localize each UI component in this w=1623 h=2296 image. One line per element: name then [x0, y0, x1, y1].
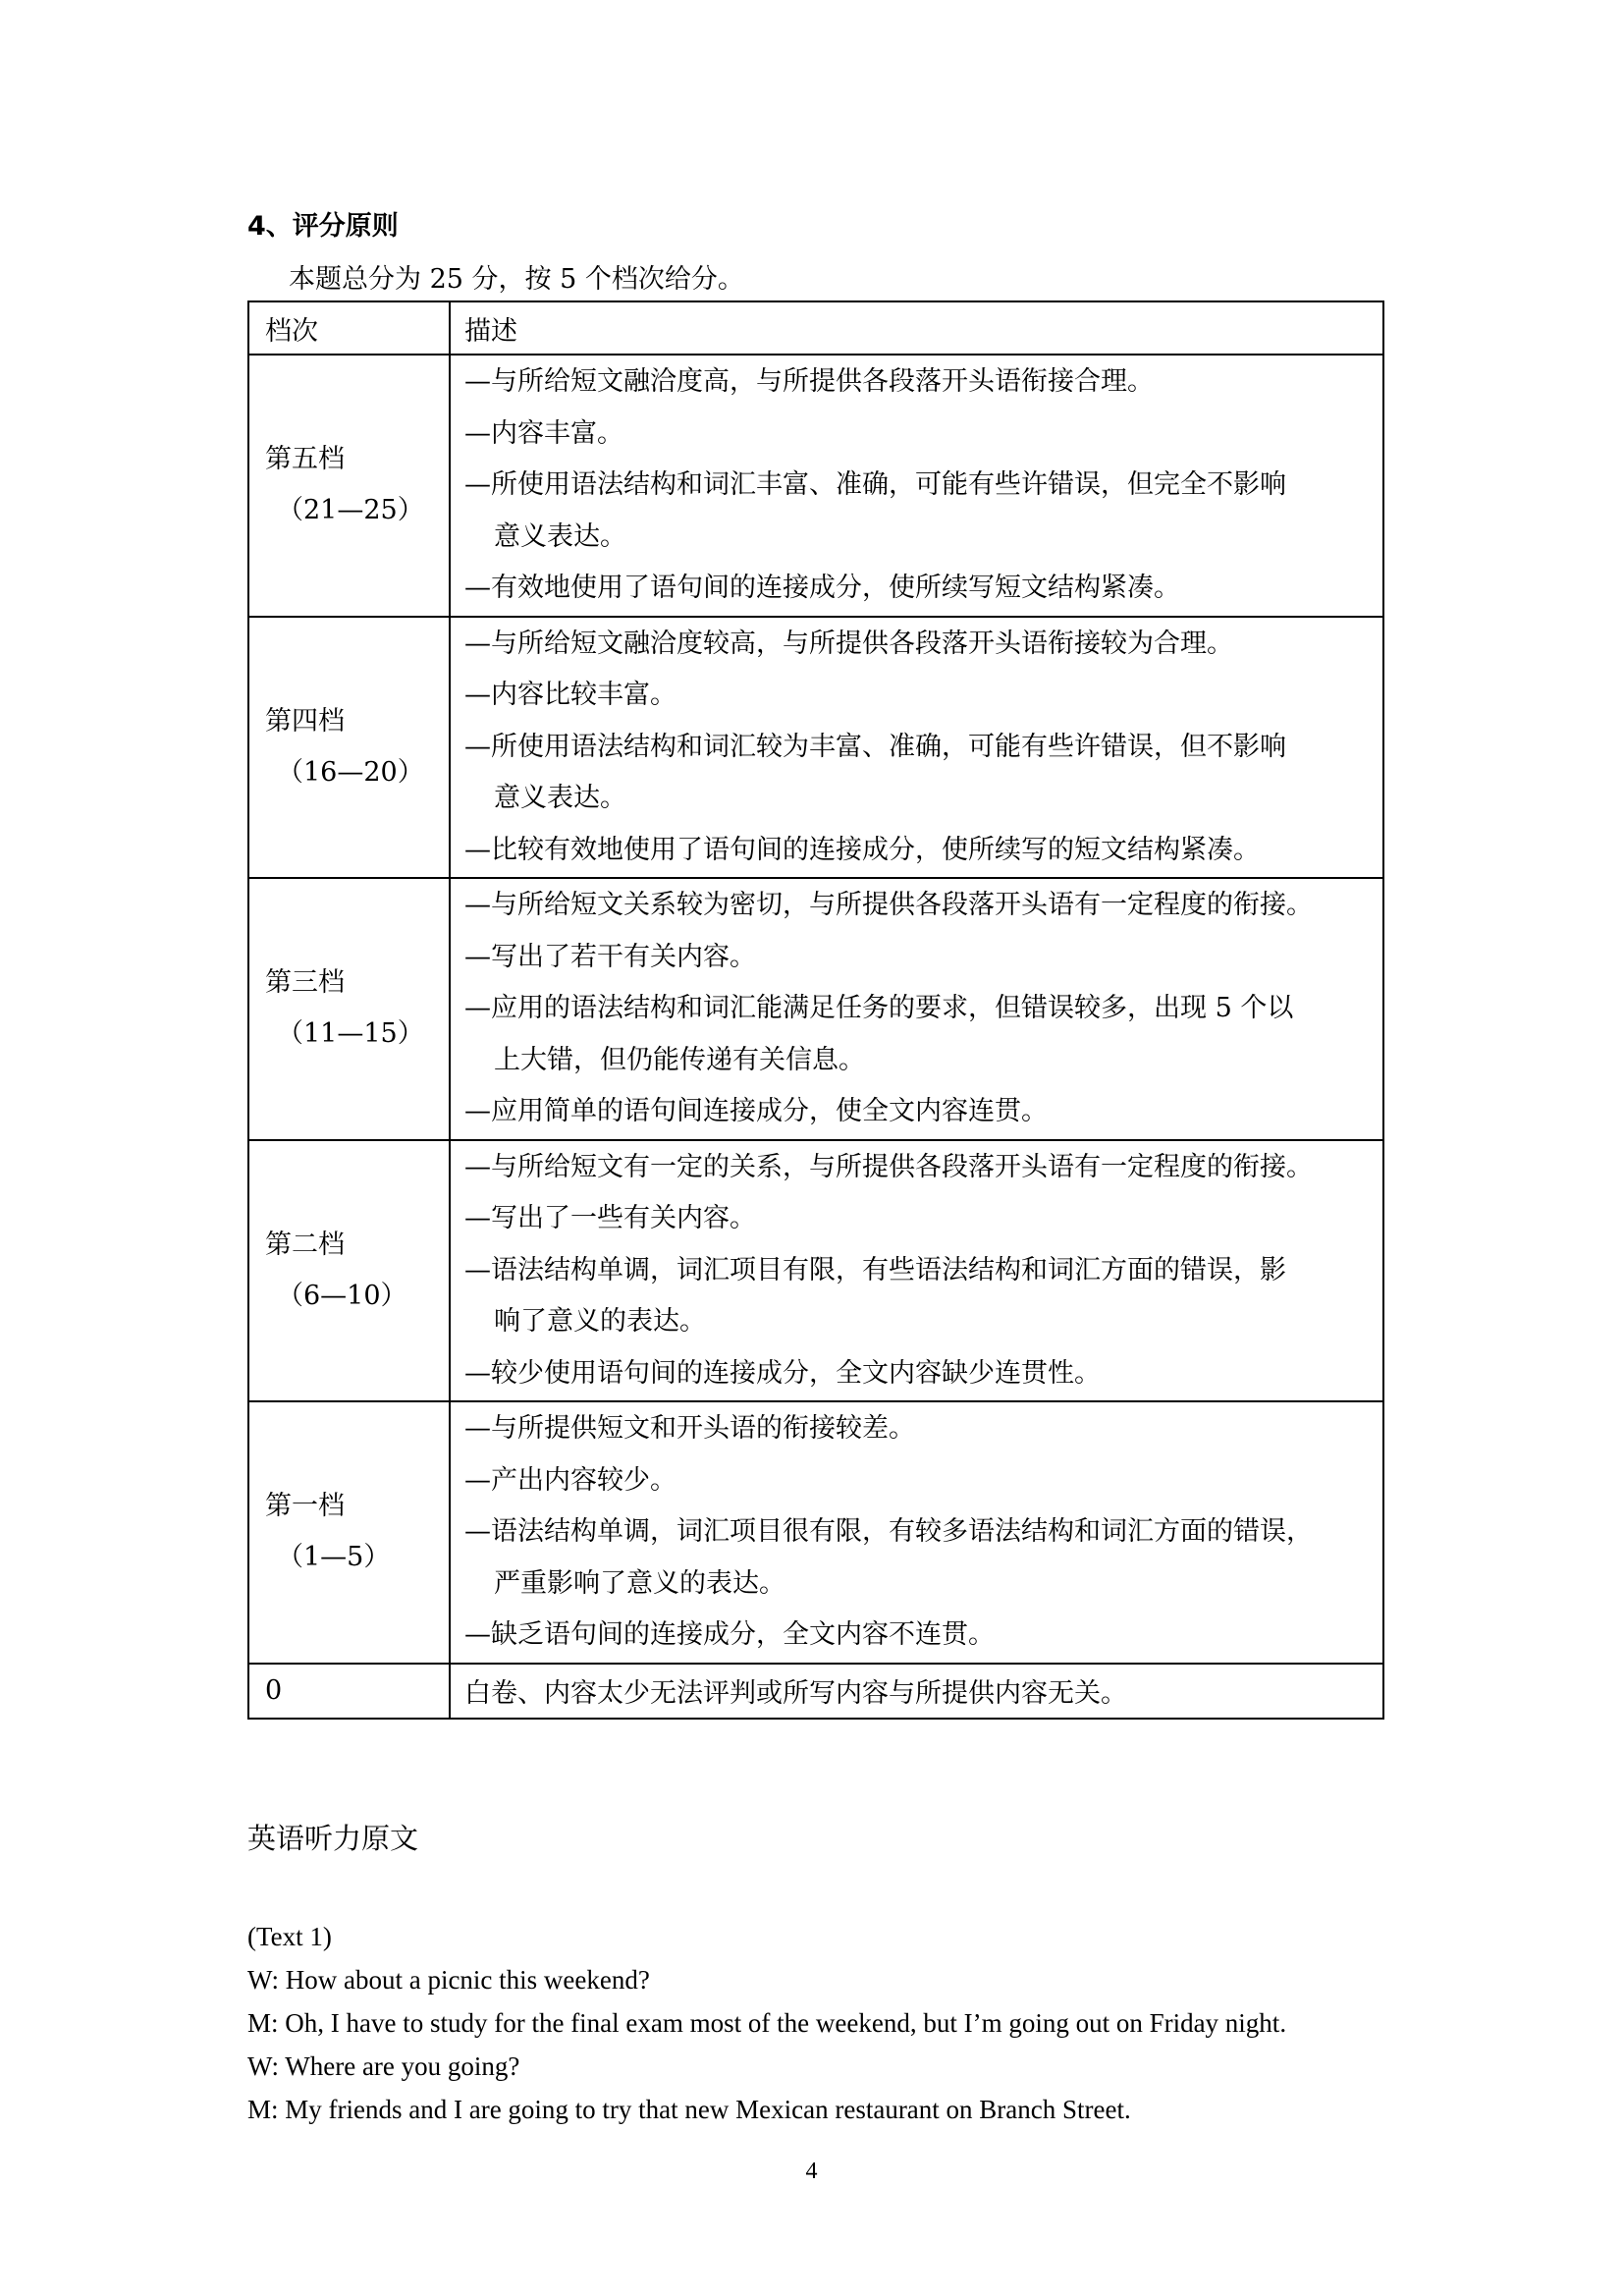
table-row [248, 617, 1383, 879]
transcript-line: W: Where are you going? [247, 2051, 520, 2081]
listening-transcript [247, 1915, 1286, 2131]
table-row [248, 878, 1383, 1140]
description-line: 意义表达。 [494, 520, 626, 552]
level-range: （6—10） [277, 1280, 407, 1311]
description-line: —较少使用语句间的连接成分，全文内容缺少连贯性。 [464, 1357, 1101, 1389]
description-line: —缺乏语句间的连接成分，全文内容不连贯。 [464, 1619, 995, 1650]
description-line: —语法结构单调，词汇项目很有限，有较多语法结构和词汇方面的错误， [464, 1516, 1313, 1547]
description-line: —所使用语法结构和词汇较为丰富、准确，可能有些许错误，但不影响 [464, 731, 1286, 762]
level-cell [248, 1140, 450, 1402]
table-row [248, 355, 1383, 617]
scoring-table [247, 301, 1384, 1720]
description-line: —与所提供短文和开头语的衔接较差。 [464, 1413, 915, 1444]
level-range: （11—15） [277, 1018, 424, 1050]
level-cell [248, 1401, 450, 1664]
level-name: 第四档 [265, 705, 345, 737]
description-cell [450, 1140, 1383, 1402]
description-line: —写出了若干有关内容。 [464, 941, 756, 972]
description-line: —与所给短文融洽度较高，与所提供各段落开头语衔接较为合理。 [464, 628, 1233, 659]
table-row [248, 1401, 1383, 1664]
header-description: 描述 [450, 301, 1383, 355]
description-line: —语法结构单调，词汇项目有限，有些语法结构和词汇方面的错误，影 [464, 1254, 1286, 1285]
table-row [248, 1664, 1383, 1719]
header-level: 档次 [248, 301, 450, 355]
description-cell: 白卷、内容太少无法评判或所写内容与所提供内容无关。 [450, 1664, 1383, 1719]
transcript-line: M: Oh, I have to study for the final exam most of the weekend, but I’m going out on Friday night. [247, 2008, 1287, 2038]
page-number: 4 [805, 2159, 818, 2184]
description-cell [450, 878, 1383, 1140]
level-range: （16—20） [277, 756, 424, 788]
description-line: 响了意义的表达。 [494, 1306, 706, 1337]
description-line: —所使用语法结构和词汇丰富、准确，可能有些许错误，但完全不影响 [464, 469, 1286, 500]
description-line: —内容比较丰富。 [464, 680, 676, 710]
level-cell [248, 617, 450, 879]
transcript-line: (Text 1) [247, 1922, 332, 1951]
level-name: 0 [248, 1664, 450, 1719]
description-line: 严重影响了意义的表达。 [494, 1567, 785, 1599]
level-cell [248, 878, 450, 1140]
level-name: 第五档 [265, 444, 345, 475]
scoring-intro: 本题总分为 25 分，按 5 个档次给分。 [289, 264, 744, 295]
level-range: （1—5） [277, 1542, 391, 1573]
description-line: —与所给短文有一定的关系，与所提供各段落开头语有一定程度的衔接。 [464, 1151, 1313, 1182]
level-name: 第二档 [265, 1229, 345, 1260]
table-row [248, 1140, 1383, 1402]
description-line: —与所给短文融洽度高，与所提供各段落开头语衔接合理。 [464, 366, 1154, 397]
level-name: 第三档 [265, 967, 345, 999]
transcript-line: W: How about a picnic this weekend? [247, 1965, 650, 1995]
description-line: 上大错，但仍能传递有关信息。 [494, 1044, 865, 1075]
description-line: —应用的语法结构和词汇能满足任务的要求，但错误较多，出现 5 个以 [464, 993, 1294, 1023]
description-line: —应用简单的语句间连接成分，使全文内容连贯。 [464, 1096, 1048, 1126]
description-line: —有效地使用了语句间的连接成分，使所续写短文结构紧凑。 [464, 573, 1180, 603]
description-line: —产出内容较少。 [464, 1464, 676, 1496]
listening-title: 英语听力原文 [247, 1822, 419, 1855]
description-line: —内容丰富。 [464, 417, 623, 449]
transcript-line: M: My friends and I are going to try that new Mexican restaurant on Branch Street. [247, 2095, 1131, 2124]
level-name: 第一档 [265, 1491, 345, 1522]
description-line: —比较有效地使用了语句间的连接成分，使所续写的短文结构紧凑。 [464, 834, 1260, 865]
description-line: 意义表达。 [494, 783, 626, 813]
description-cell [450, 617, 1383, 879]
level-range: （21—25） [277, 495, 424, 526]
level-cell [248, 355, 450, 617]
description-cell [450, 355, 1383, 617]
description-line: —写出了一些有关内容。 [464, 1203, 756, 1233]
description-line: —与所给短文关系较为密切，与所提供各段落开头语有一定程度的衔接。 [464, 890, 1313, 920]
section-title: 4、评分原则 [247, 211, 399, 242]
table-header-row [248, 301, 1383, 355]
description-cell [450, 1401, 1383, 1664]
